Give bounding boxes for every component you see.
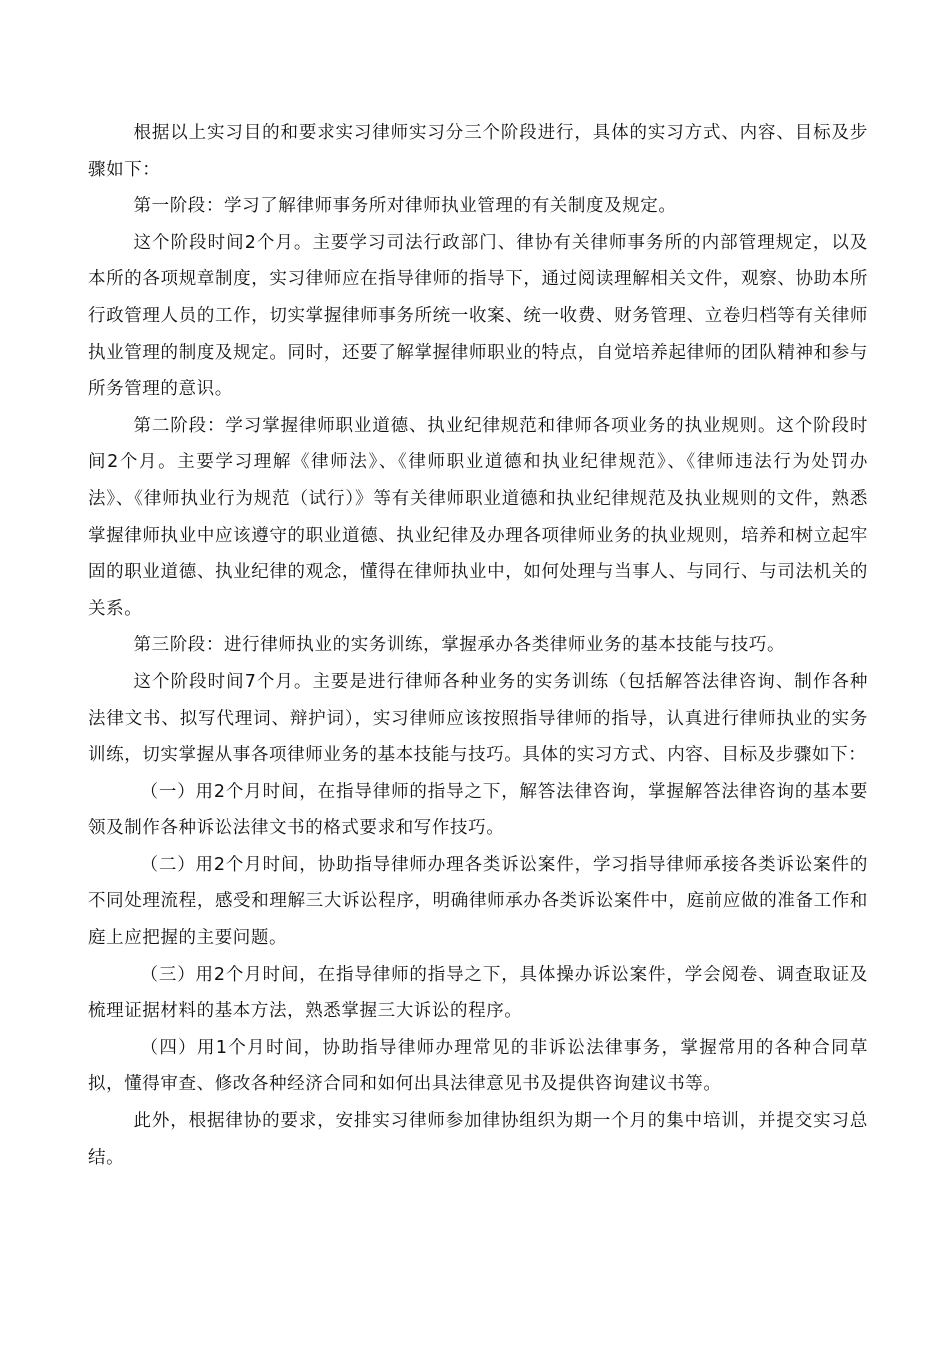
paragraph-step-two: （二）用2个月时间，协助指导律师办理各类诉讼案件，学习指导律师承接各类诉讼案件的不同处理流程，感受和理解三大诉讼程序，明确律师承办各类诉讼案件中，庭前应做的准备工作和庭上应把握的主要问题。 [88, 854, 868, 949]
paragraph-step-one: （一）用2个月时间，在指导律师的指导之下，解答法律咨询，掌握解答法律咨询的基本要领及制作各种诉讼法律文书的格式要求和写作技巧。 [88, 781, 868, 839]
paragraph-stage-three-heading: 第三阶段：进行律师执业的实务训练，掌握承办各类律师业务的基本技能与技巧。 [133, 635, 786, 656]
paragraph-step-four: （四）用1个月时间，协助指导律师办理常见的非诉讼法律事务，掌握常用的各种合同草拟，懂得审查、修改各种经济合同和如何出具法律意见书及提供咨询建议书等。 [88, 1037, 868, 1095]
paragraph-stage-one-heading: 第一阶段：学习了解律师事务所对律师执业管理的有关制度及规定。 [133, 196, 677, 217]
paragraph-stage-three-body: 这个阶段时间7个月。主要是进行律师各种业务的实务训练（包括解答法律咨询、制作各种法律文书、拟写代理词、辩护词），实习律师应该按照指导律师的指导，认真进行律师执业的实务训练，切实掌握从事各项律师业务的基本技能与技巧。具体的实习方式、内容、目标及步骤如下： [88, 671, 868, 766]
document-page [88, 115, 868, 1176]
paragraph-step-three: （三）用2个月时间，在指导律师的指导之下，具体操办诉讼案件，学会阅卷、调查取证及梳理证据材料的基本方法，熟悉掌握三大诉讼的程序。 [88, 964, 868, 1022]
paragraph-closing: 此外，根据律协的要求，安排实习律师参加律协组织为期一个月的集中培训，并提交实习总结。 [88, 1111, 868, 1168]
paragraph-intro: 根据以上实习目的和要求实习律师实习分三个阶段进行，具体的实习方式、内容、目标及步骤如下： [88, 123, 868, 180]
paragraph-stage-one-body: 这个阶段时间2个月。主要学习司法行政部门、律协有关律师事务所的内部管理规定，以及本所的各项规章制度，实习律师应在指导律师的指导下，通过阅读理解相关文件，观察、协助本所行政管理人员的工作，切实掌握律师事务所统一收案、统一收费、财务管理、立卷归档等有关律师执业管理的制度及规定。同时，还要了解掌握律师职业的特点，自觉培养起律师的团队精神和参与所务管理的意识。 [88, 232, 868, 400]
paragraph-stage-two: 第二阶段：学习掌握律师职业道德、执业纪律规范和律师各项业务的执业规则。这个阶段时间2个月。主要学习理解《律师法》、《律师职业道德和执业纪律规范》、《律师违法行为处罚办法》、《律师执业行为规范（试行）》等有关律师职业道德和执业纪律规范及执业规则的文件，熟悉掌握律师执业中应该遵守的职业道德、执业纪律及办理各项律师业务的执业规则，培养和树立起牢固的职业道德、执业纪律的观念，懂得在律师执业中，如何处理与当事人、与同行、与司法机关的关系。 [88, 415, 868, 619]
